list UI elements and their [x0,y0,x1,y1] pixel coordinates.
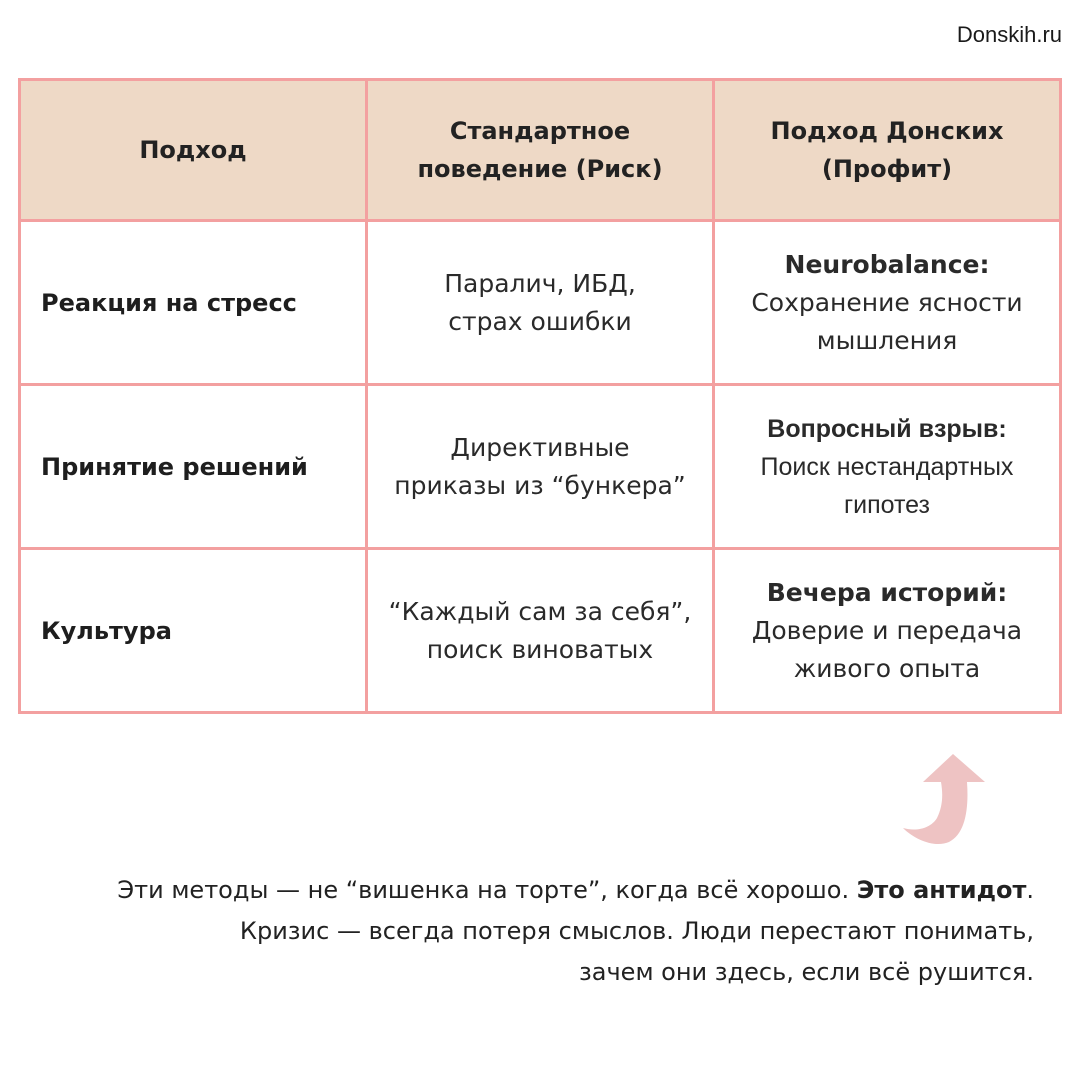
curved-up-arrow-icon [895,748,991,848]
table-row [20,549,1061,713]
profit-cell [714,385,1061,549]
standard-line: Паралич, ИБД, [444,268,636,298]
standard-cell [367,549,714,713]
profit-text: Сохранение ясности [751,287,1023,317]
profit-title: Neurobalance: [784,249,990,279]
header-approach: Подход [20,80,367,221]
standard-cell [367,385,714,549]
footer-line-1-end: . [1026,876,1034,904]
footer-line-1-start: Эти методы — не “вишенка на торте”, когда всё хорошо. [117,876,857,904]
footer-line-2: Кризис — всегда потеря смыслов. Люди перестают понимать, [239,917,1034,945]
table-header-row [20,80,1061,221]
profit-cell [714,221,1061,385]
footer-text [34,870,1034,993]
profit-text: мышления [816,325,958,355]
profit-title: Вечера историй: [766,577,1008,607]
standard-line: Директивные [450,432,630,462]
standard-line: страх ошибки [448,306,632,336]
profit-text: гипотез [844,490,930,519]
standard-cell [367,221,714,385]
standard-line: приказы из “бункера” [394,470,686,500]
row-label: Принятие решений [20,385,367,549]
profit-text: Доверие и передача [751,615,1023,645]
table-row [20,385,1061,549]
header-profit: Подход Донских (Профит) [714,80,1061,221]
header-standard: Стандартное поведение (Риск) [367,80,714,221]
footer-line-1 [34,870,1034,911]
footer-emphasis: Это антидот [856,876,1027,904]
standard-line: “Каждый сам за себя”, [388,596,692,626]
row-label: Культура [20,549,367,713]
footer-line-3: зачем они здесь, если всё рушится. [579,958,1034,986]
table-row [20,221,1061,385]
profit-cell [714,549,1061,713]
profit-text: живого опыта [793,653,981,683]
site-name: Donskih.ru [956,22,1062,47]
comparison-table [18,78,1062,714]
row-label: Реакция на стресс [20,221,367,385]
profit-title: Вопросный взрыв: [767,414,1007,443]
profit-text: Поиск нестандартных [760,452,1014,481]
standard-line: поиск виноватых [426,634,654,664]
